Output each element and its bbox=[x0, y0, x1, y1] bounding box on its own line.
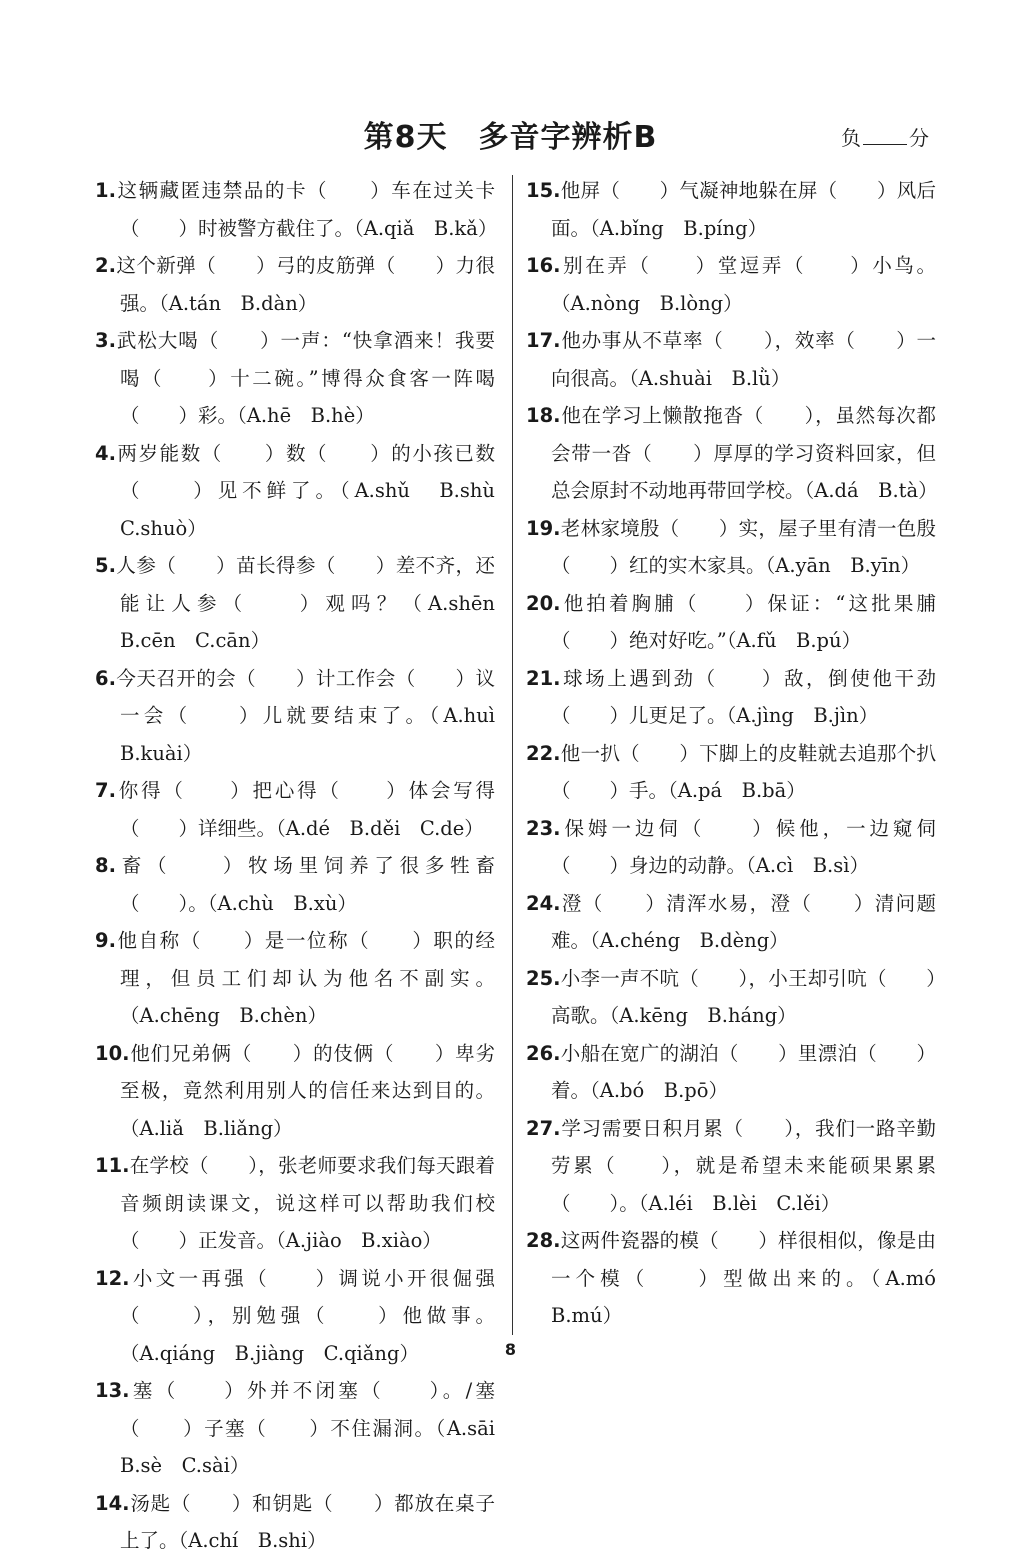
question-item: 24.澄（ ）清浑水易，澄（ ）清问题难。（A.chéng B.dèng） bbox=[526, 891, 936, 952]
question-item: 9.他自称（ ）是一位称（ ）职的经理，但员工们却认为他名不副实。（A.chēng B.chèn） bbox=[95, 929, 495, 1027]
question-item: 17.他办事从不草率（ ），效率（ ）一向很高。（A.shuài B.lǜ） bbox=[526, 329, 936, 390]
score-blank[interactable] bbox=[863, 126, 907, 145]
question-item: 18.他在学习上懒散拖沓（ ），虽然每次都会带一沓（ ）厚厚的学习资料回家，但总会原封不动地再带回学校。（A.dá B.tà） bbox=[526, 404, 938, 502]
page-title: 第8天 多音字辨析B bbox=[363, 120, 658, 155]
question-item: 7.你得（ ）把心得（ ）体会写得（ ）详细些。（A.dé B.děi C.de） bbox=[95, 779, 495, 840]
question-item: 16.别在弄（ ）堂逗弄（ ）小鸟。（A.nòng B.lòng） bbox=[526, 254, 936, 315]
question-item: 13.塞（ ）外并不闭塞（ ）。/塞（ ）子塞（ ）不住漏洞。（A.sāi B.sè C.sài） bbox=[95, 1379, 515, 1477]
question-item: 27.学习需要日积月累（ ），我们一路辛勤劳累（ ），就是希望未来能硕果累累（ ）。（A.léi B.lèi C.lěi） bbox=[526, 1116, 936, 1215]
question-item: 28.这两件瓷器的模（ ）样很相似，像是由一个模（ ）型做出来的。（A.mó B.mú） bbox=[526, 1229, 956, 1327]
question-item: 22.他一扒（ ）下脚上的皮鞋就去追那个扒（ ）手。（A.pá B.bā） bbox=[526, 741, 936, 802]
right-column bbox=[526, 172, 956, 1335]
question-item: 6.今天召开的会（ ）计工作会（ ）议一会（ ）儿就要结束了。（A.huì B.kuài） bbox=[95, 666, 515, 765]
score-box bbox=[841, 122, 929, 151]
question-item: 12.小文一再强（ ）调说小开很倔强（ ），别勉强（ ）他做事。（A.qiáng B.jiàng C.qiǎng） bbox=[95, 1266, 495, 1365]
question-item: 15.他屏（ ）气凝神地躲在屏（ ）风后面。（A.bǐng B.píng） bbox=[526, 179, 936, 240]
question-item: 10.他们兄弟俩（ ）的伎俩（ ）卑劣至极，竟然利用别人的信任来达到目的。（A.liǎ B.liǎng） bbox=[95, 1041, 495, 1140]
question-item: 26.小船在宽广的湖泊（ ）里漂泊（ ）着。（A.bó B.pō） bbox=[526, 1041, 936, 1102]
question-item: 5.人参（ ）苗长得参（ ）差不齐，还能让人参（ ）观吗？（A.shēn B.cēn C.cān） bbox=[95, 554, 515, 652]
question-item: 2.这个新弹（ ）弓的皮筋弹（ ）力很强。（A.tán B.dàn） bbox=[95, 254, 495, 315]
question-item: 23.保姆一边伺（ ）候他，一边窥伺（ ）身边的动静。（A.cì B.sì） bbox=[526, 816, 936, 877]
question-item: 1.这辆藏匿违禁品的卡（ ）车在过关卡（ ）时被警方截住了。（A.qiǎ B.kǎ） bbox=[95, 179, 498, 240]
question-item: 3.武松大喝（ ）一声：“快拿酒来！我要喝（ ）十二碗。”博得众食客一阵喝（ ）彩。（A.hē B.hè） bbox=[95, 329, 495, 427]
page-number: 8 bbox=[504, 1340, 517, 1359]
question-item: 11.在学校（ ），张老师要求我们每天跟着音频朗读课文，说这样可以帮助我们校（ ）正发音。（A.jiào B.xiào） bbox=[95, 1154, 495, 1252]
question-item: 20.他拍着胸脯（ ）保证：“这批果脯（ ）绝对好吃。”（A.fǔ B.pú） bbox=[526, 591, 936, 652]
question-item: 21.球场上遇到劲（ ）敌，倒使他干劲（ ）儿更足了。（A.jìng B.jìn） bbox=[526, 666, 936, 727]
column-divider bbox=[512, 175, 513, 1335]
question-item: 14.汤匙（ ）和钥匙（ ）都放在桌子上了。（A.chí B.shi） bbox=[95, 1491, 495, 1552]
score-suffix: 分 bbox=[909, 126, 929, 150]
question-item: 8.畜（ ）牧场里饲养了很多牲畜（ ）。（A.chù B.xù） bbox=[95, 854, 495, 915]
question-item: 19.老林家境殷（ ）实，屋子里有清一色殷（ ）红的实木家具。（A.yān B.yīn） bbox=[526, 516, 936, 577]
score-prefix: 负 bbox=[841, 126, 861, 150]
question-item: 4.两岁能数（ ）数（ ）的小孩已数（ ）见不鲜了。（A.shǔ B.shù C.shuò） bbox=[95, 441, 515, 540]
question-item: 25.小李一声不吭（ ），小王却引吭（ ）高歌。（A.kēng B.háng） bbox=[526, 966, 936, 1027]
